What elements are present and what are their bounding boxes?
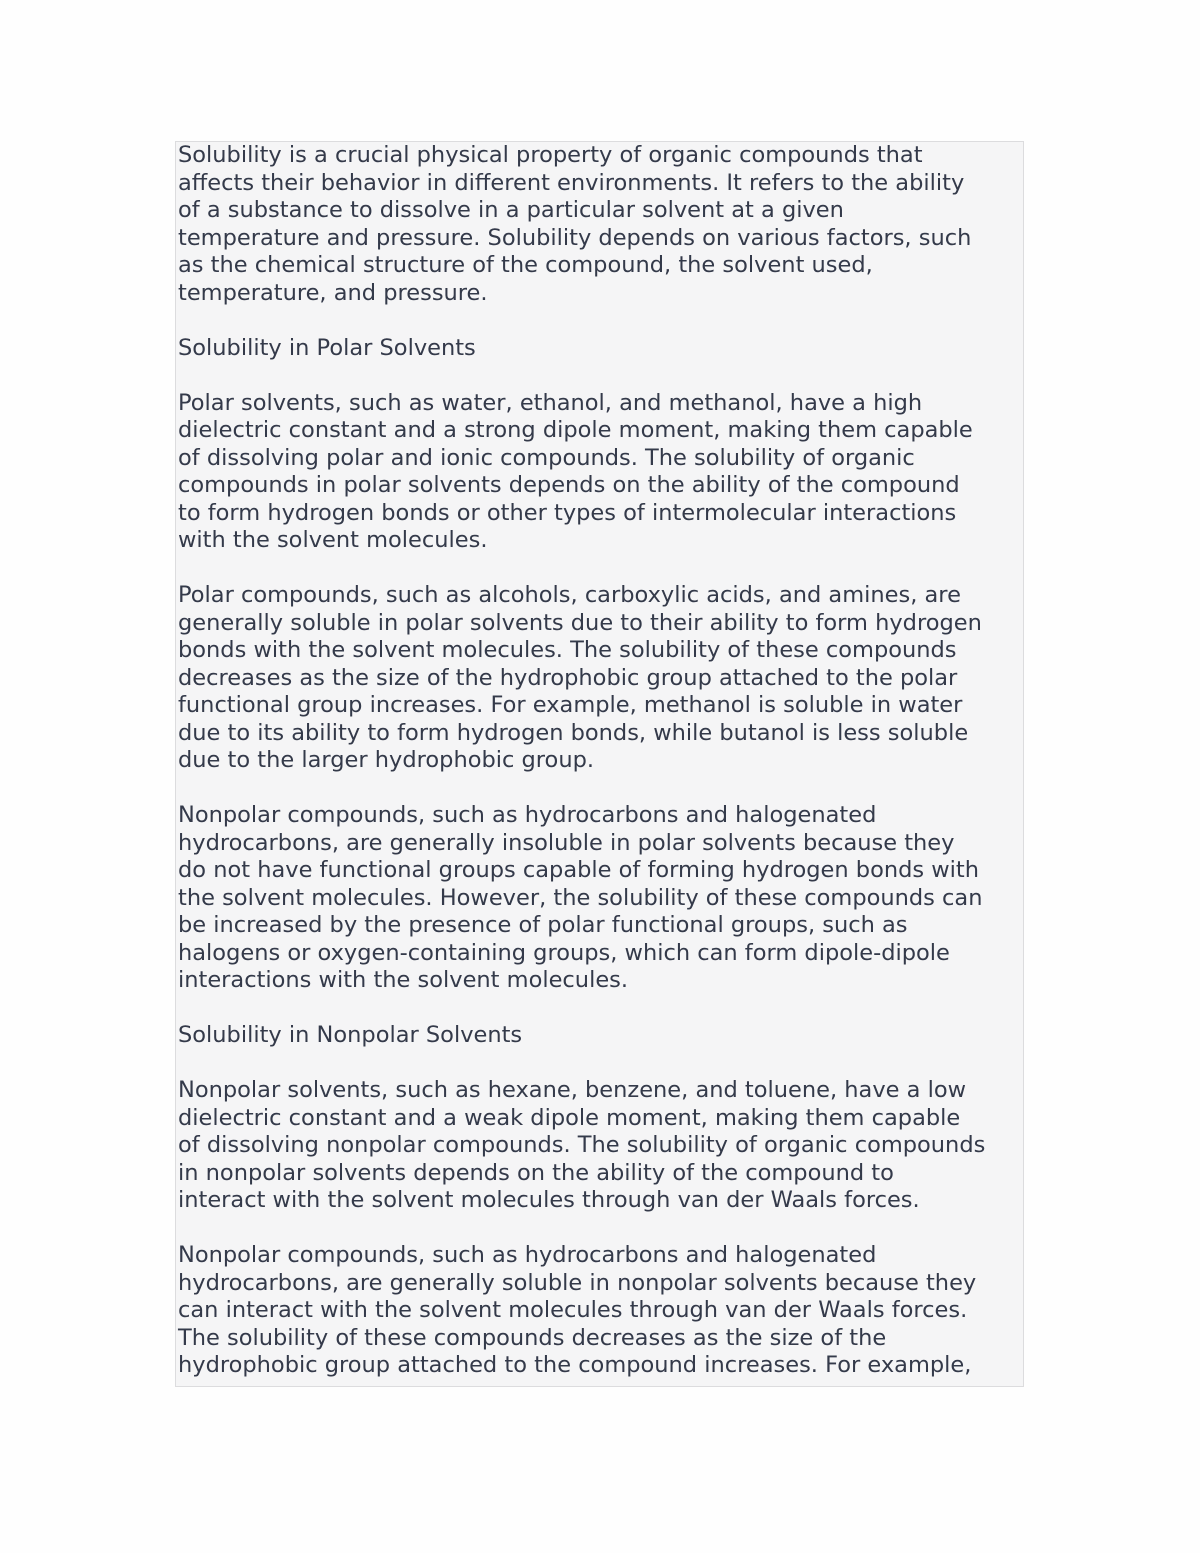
heading-nonpolar-solvents: Solubility in Nonpolar Solvents <box>178 1022 523 1048</box>
paragraph-polar-compounds: Polar compounds, such as alcohols, carboxylic acids, and amines, are generally soluble in polar solvents due to their ability to form hydrogen bonds with the solvent molecules. The solubility of these compounds decreases as the size of the hydrophobic group attached to the polar functional group increases. For example, methanol is soluble in water due to its ability to form hydrogen bonds, while butanol is less soluble due to the larger hydrophobic group. <box>178 582 982 773</box>
paragraph-intro: Solubility is a crucial physical property of organic compounds that affects their behavior in different environments. It refers to the ability of a substance to dissolve in a particular solvent at a given temperature and pressure. Solubility depends on various factors, such as the chemical structure of the compound, the solvent used, temperature, and pressure. <box>178 142 972 306</box>
document-text-box <box>175 141 1024 1387</box>
heading-polar-solvents: Solubility in Polar Solvents <box>178 334 476 361</box>
paragraph-nonpolar-solvents: Nonpolar solvents, such as hexane, benzene, and toluene, have a low dielectric constant and a weak dipole moment, making them capable of dissolving nonpolar compounds. The solubility of organic compounds in nonpolar solvents depends on the ability of the compound to interact with the solvent molecules through van der Waals forces. <box>178 1077 986 1213</box>
paragraph-polar-solvents: Polar solvents, such as water, ethanol, and methanol, have a high dielectric constant and a strong dipole moment, making them capable of dissolving polar and ionic compounds. The solubility of organic compounds in polar solvents depends on the ability of the compound to form hydrogen bonds or other types of intermolecular interactions with the solvent molecules. <box>178 389 973 553</box>
paragraph-nonpolar-compounds: Nonpolar compounds, such as hydrocarbons and halogenated hydrocarbons, are generally soluble in nonpolar solvents because they can interact with the solvent molecules through van der Waals forces. The solubility of these compounds decreases as the size of the hydrophobic group attached to the compound increases. For example, <box>178 1242 977 1378</box>
paragraph-nonpolar-in-polar: Nonpolar compounds, such as hydrocarbons and halogenated hydrocarbons, are generally insoluble in polar solvents because they do not have functional groups capable of forming hydrogen bonds with the solvent molecules. However, the solubility of these compounds can be increased by the presence of polar functional groups, such as halogens or oxygen-containing groups, which can form dipole-dipole interactions with the solvent molecules. <box>178 802 983 993</box>
